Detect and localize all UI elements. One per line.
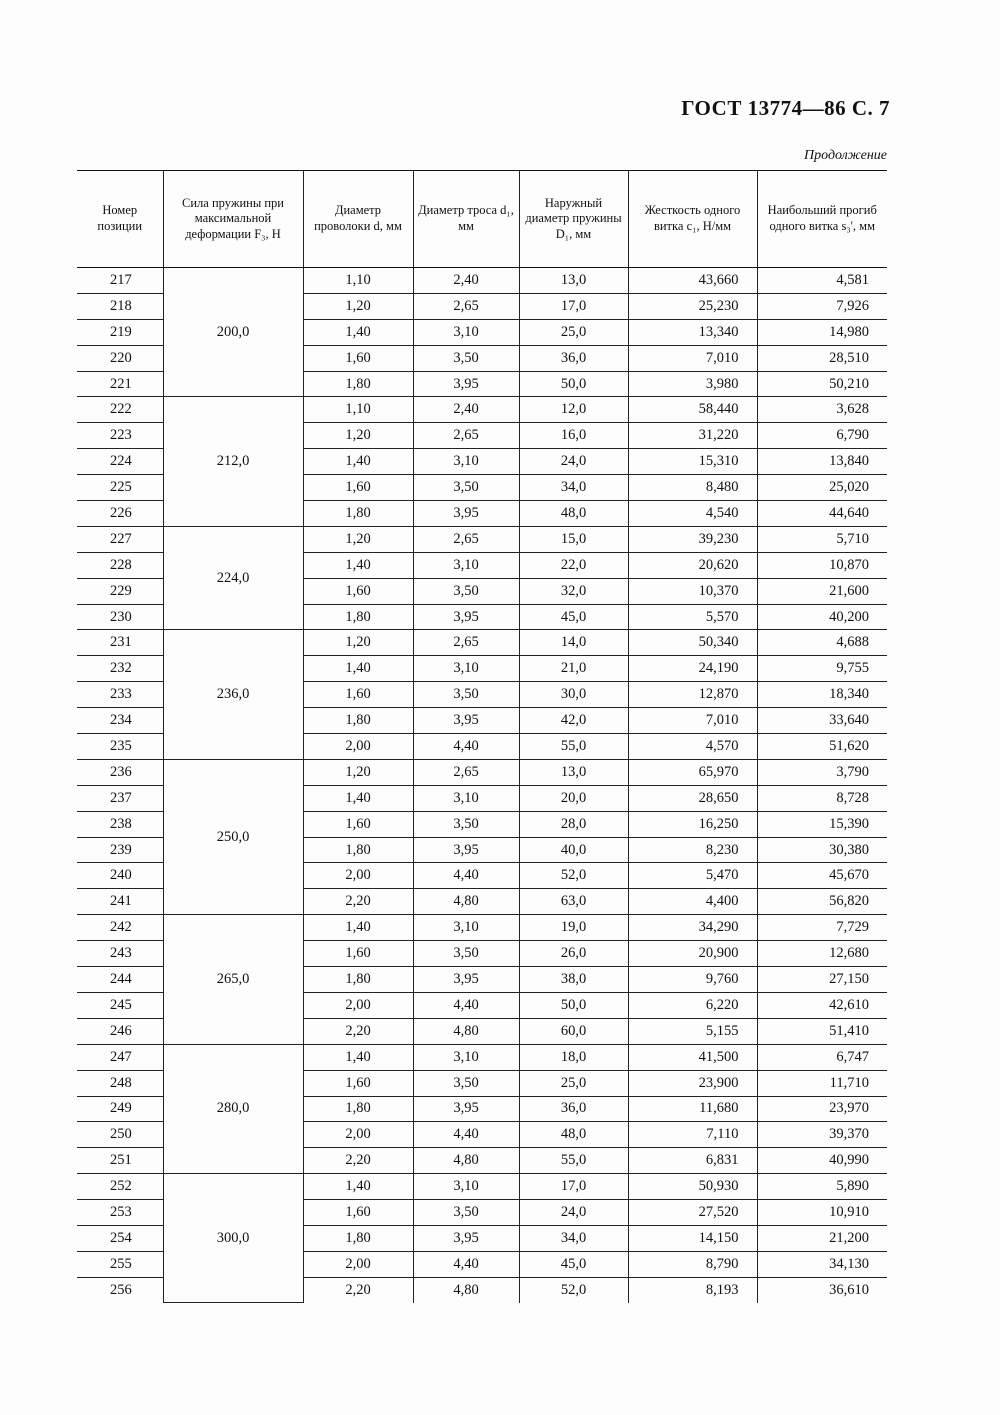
position-number-cell: 224 [77, 449, 163, 475]
coil-stiffness-cell: 28,650 [628, 785, 757, 811]
coil-stiffness-cell: 13,340 [628, 319, 757, 345]
outer-diameter-cell: 20,0 [519, 785, 628, 811]
coil-stiffness-cell: 8,193 [628, 1277, 757, 1302]
cable-diameter-cell: 3,50 [413, 682, 519, 708]
wire-diameter-cell: 2,20 [303, 1018, 413, 1044]
max-deflection-cell: 39,370 [757, 1122, 887, 1148]
cable-diameter-cell: 3,10 [413, 1044, 519, 1070]
cable-diameter-cell: 3,95 [413, 708, 519, 734]
coil-stiffness-cell: 10,370 [628, 578, 757, 604]
position-number-cell: 245 [77, 992, 163, 1018]
max-deflection-cell: 7,926 [757, 293, 887, 319]
cable-diameter-cell: 3,50 [413, 578, 519, 604]
coil-stiffness-cell: 58,440 [628, 397, 757, 423]
coil-stiffness-cell: 11,680 [628, 1096, 757, 1122]
position-number-cell: 226 [77, 501, 163, 527]
max-deflection-cell: 4,688 [757, 630, 887, 656]
coil-stiffness-cell: 16,250 [628, 811, 757, 837]
outer-diameter-cell: 24,0 [519, 1200, 628, 1226]
coil-stiffness-cell: 41,500 [628, 1044, 757, 1070]
wire-diameter-cell: 1,40 [303, 319, 413, 345]
wire-diameter-cell: 1,80 [303, 967, 413, 993]
max-deflection-cell: 40,990 [757, 1148, 887, 1174]
position-number-cell: 218 [77, 293, 163, 319]
cable-diameter-cell: 3,95 [413, 371, 519, 397]
outer-diameter-cell: 14,0 [519, 630, 628, 656]
position-number-cell: 249 [77, 1096, 163, 1122]
max-deflection-cell: 27,150 [757, 967, 887, 993]
column-header-coil-stiffness: Жесткость одного витка c₁, Н/мм [628, 171, 757, 268]
position-number-cell: 254 [77, 1225, 163, 1251]
coil-stiffness-cell: 5,155 [628, 1018, 757, 1044]
table-row [77, 759, 887, 785]
position-number-cell: 255 [77, 1251, 163, 1277]
coil-stiffness-cell: 15,310 [628, 449, 757, 475]
cable-diameter-cell: 3,95 [413, 604, 519, 630]
outer-diameter-cell: 45,0 [519, 1251, 628, 1277]
column-header-position-number: Номер позиции [77, 171, 163, 268]
position-number-cell: 221 [77, 371, 163, 397]
outer-diameter-cell: 25,0 [519, 1070, 628, 1096]
outer-diameter-cell: 12,0 [519, 397, 628, 423]
max-deflection-cell: 21,200 [757, 1225, 887, 1251]
outer-diameter-cell: 15,0 [519, 526, 628, 552]
outer-diameter-cell: 48,0 [519, 501, 628, 527]
wire-diameter-cell: 1,20 [303, 759, 413, 785]
coil-stiffness-cell: 8,480 [628, 475, 757, 501]
max-deflection-cell: 56,820 [757, 889, 887, 915]
position-number-cell: 250 [77, 1122, 163, 1148]
max-deflection-cell: 51,620 [757, 734, 887, 760]
wire-diameter-cell: 2,20 [303, 1148, 413, 1174]
wire-diameter-cell: 1,60 [303, 345, 413, 371]
position-number-cell: 239 [77, 837, 163, 863]
position-number-cell: 229 [77, 578, 163, 604]
table-row [77, 630, 887, 656]
coil-stiffness-cell: 7,010 [628, 708, 757, 734]
outer-diameter-cell: 36,0 [519, 1096, 628, 1122]
wire-diameter-cell: 1,80 [303, 604, 413, 630]
outer-diameter-cell: 17,0 [519, 293, 628, 319]
outer-diameter-cell: 60,0 [519, 1018, 628, 1044]
table-row [77, 268, 887, 294]
outer-diameter-cell: 55,0 [519, 734, 628, 760]
coil-stiffness-cell: 27,520 [628, 1200, 757, 1226]
coil-stiffness-cell: 7,110 [628, 1122, 757, 1148]
cable-diameter-cell: 3,50 [413, 1070, 519, 1096]
coil-stiffness-cell: 8,230 [628, 837, 757, 863]
max-deflection-cell: 28,510 [757, 345, 887, 371]
position-number-cell: 244 [77, 967, 163, 993]
wire-diameter-cell: 1,60 [303, 1070, 413, 1096]
position-number-cell: 243 [77, 941, 163, 967]
outer-diameter-cell: 50,0 [519, 371, 628, 397]
wire-diameter-cell: 1,80 [303, 1225, 413, 1251]
coil-stiffness-cell: 9,760 [628, 967, 757, 993]
coil-stiffness-cell: 7,010 [628, 345, 757, 371]
cable-diameter-cell: 4,40 [413, 863, 519, 889]
coil-stiffness-cell: 3,980 [628, 371, 757, 397]
wire-diameter-cell: 2,20 [303, 889, 413, 915]
coil-stiffness-cell: 39,230 [628, 526, 757, 552]
cable-diameter-cell: 3,10 [413, 656, 519, 682]
position-number-cell: 238 [77, 811, 163, 837]
wire-diameter-cell: 2,00 [303, 1122, 413, 1148]
cable-diameter-cell: 4,40 [413, 734, 519, 760]
max-deflection-cell: 14,980 [757, 319, 887, 345]
cable-diameter-cell: 3,50 [413, 475, 519, 501]
table-row [77, 1044, 887, 1070]
cable-diameter-cell: 2,65 [413, 630, 519, 656]
outer-diameter-cell: 55,0 [519, 1148, 628, 1174]
max-deflection-cell: 50,210 [757, 371, 887, 397]
coil-stiffness-cell: 34,290 [628, 915, 757, 941]
wire-diameter-cell: 1,40 [303, 785, 413, 811]
cable-diameter-cell: 2,40 [413, 397, 519, 423]
max-deflection-cell: 10,870 [757, 552, 887, 578]
coil-stiffness-cell: 8,790 [628, 1251, 757, 1277]
wire-diameter-cell: 1,20 [303, 630, 413, 656]
wire-diameter-cell: 1,40 [303, 656, 413, 682]
page-header: ГОСТ 13774—86 С. 7 [681, 96, 890, 120]
wire-diameter-cell: 1,20 [303, 423, 413, 449]
max-deflection-cell: 3,790 [757, 759, 887, 785]
max-deflection-cell: 40,200 [757, 604, 887, 630]
cable-diameter-cell: 2,40 [413, 268, 519, 294]
position-number-cell: 251 [77, 1148, 163, 1174]
cable-diameter-cell: 3,10 [413, 915, 519, 941]
table-row [77, 1174, 887, 1200]
spring-force-cell: 300,0 [163, 1174, 303, 1303]
outer-diameter-cell: 45,0 [519, 604, 628, 630]
coil-stiffness-cell: 4,570 [628, 734, 757, 760]
cable-diameter-cell: 3,10 [413, 1174, 519, 1200]
cable-diameter-cell: 3,10 [413, 552, 519, 578]
cable-diameter-cell: 4,40 [413, 1122, 519, 1148]
max-deflection-cell: 6,747 [757, 1044, 887, 1070]
table-header-row [77, 171, 887, 268]
max-deflection-cell: 8,728 [757, 785, 887, 811]
position-number-cell: 240 [77, 863, 163, 889]
max-deflection-cell: 15,390 [757, 811, 887, 837]
max-deflection-cell: 5,890 [757, 1174, 887, 1200]
position-number-cell: 232 [77, 656, 163, 682]
position-number-cell: 223 [77, 423, 163, 449]
outer-diameter-cell: 26,0 [519, 941, 628, 967]
wire-diameter-cell: 1,60 [303, 682, 413, 708]
position-number-cell: 241 [77, 889, 163, 915]
outer-diameter-cell: 21,0 [519, 656, 628, 682]
cable-diameter-cell: 4,40 [413, 1251, 519, 1277]
position-number-cell: 247 [77, 1044, 163, 1070]
column-header-max-deflection: Наибольший прогиб одного витка s₃', мм [757, 171, 887, 268]
wire-diameter-cell: 1,80 [303, 1096, 413, 1122]
cable-diameter-cell: 3,95 [413, 837, 519, 863]
position-number-cell: 237 [77, 785, 163, 811]
outer-diameter-cell: 36,0 [519, 345, 628, 371]
coil-stiffness-cell: 43,660 [628, 268, 757, 294]
cable-diameter-cell: 3,10 [413, 785, 519, 811]
max-deflection-cell: 30,380 [757, 837, 887, 863]
outer-diameter-cell: 34,0 [519, 1225, 628, 1251]
wire-diameter-cell: 1,80 [303, 501, 413, 527]
wire-diameter-cell: 1,40 [303, 915, 413, 941]
coil-stiffness-cell: 31,220 [628, 423, 757, 449]
continuation-label: Продолжение [804, 148, 887, 163]
position-number-cell: 256 [110, 1281, 132, 1298]
wire-diameter-cell: 2,00 [303, 1251, 413, 1277]
max-deflection-cell: 3,628 [757, 397, 887, 423]
max-deflection-cell: 11,710 [757, 1070, 887, 1096]
cable-diameter-cell: 4,80 [413, 889, 519, 915]
wire-diameter-cell: 1,80 [303, 371, 413, 397]
coil-stiffness-cell: 50,930 [628, 1174, 757, 1200]
table-row [77, 915, 887, 941]
table-body [77, 268, 887, 1303]
coil-stiffness-cell: 20,900 [628, 941, 757, 967]
position-number-cell: 225 [77, 475, 163, 501]
wire-diameter-cell: 1,40 [303, 449, 413, 475]
spring-force-cell: 250,0 [163, 759, 303, 914]
outer-diameter-cell: 18,0 [519, 1044, 628, 1070]
wire-diameter-cell: 1,80 [303, 837, 413, 863]
spring-force-cell: 224,0 [163, 526, 303, 630]
column-header-cable-diameter: Диаметр троса d₁, мм [413, 171, 519, 268]
outer-diameter-cell: 19,0 [519, 915, 628, 941]
coil-stiffness-cell: 4,540 [628, 501, 757, 527]
outer-diameter-cell: 25,0 [519, 319, 628, 345]
spring-force-cell: 280,0 [163, 1044, 303, 1173]
outer-diameter-cell: 17,0 [519, 1174, 628, 1200]
max-deflection-cell: 12,680 [757, 941, 887, 967]
max-deflection-cell: 6,790 [757, 423, 887, 449]
max-deflection-cell: 21,600 [757, 578, 887, 604]
cable-diameter-cell: 3,95 [413, 967, 519, 993]
column-header-outer-diameter: Наружный диаметр пружины D₁, мм [519, 171, 628, 268]
max-deflection-cell: 13,840 [757, 449, 887, 475]
outer-diameter-cell: 13,0 [519, 268, 628, 294]
table-row [77, 526, 887, 552]
wire-diameter-cell: 1,60 [303, 475, 413, 501]
outer-diameter-cell: 38,0 [519, 967, 628, 993]
position-number-cell: 231 [77, 630, 163, 656]
outer-diameter-cell: 40,0 [519, 837, 628, 863]
outer-diameter-cell: 34,0 [519, 475, 628, 501]
max-deflection-cell: 10,910 [757, 1200, 887, 1226]
max-deflection-cell: 51,410 [757, 1018, 887, 1044]
wire-diameter-cell: 1,40 [303, 1044, 413, 1070]
outer-diameter-cell: 22,0 [519, 552, 628, 578]
wire-diameter-cell: 1,60 [303, 811, 413, 837]
outer-diameter-cell: 24,0 [519, 449, 628, 475]
coil-stiffness-cell: 50,340 [628, 630, 757, 656]
max-deflection-cell: 23,970 [757, 1096, 887, 1122]
max-deflection-cell: 36,610 [757, 1277, 887, 1302]
spring-spec-table [77, 170, 887, 1303]
wire-diameter-cell: 1,80 [303, 708, 413, 734]
coil-stiffness-cell: 12,870 [628, 682, 757, 708]
cable-diameter-cell: 3,95 [413, 1096, 519, 1122]
outer-diameter-cell: 13,0 [519, 759, 628, 785]
cable-diameter-cell: 2,65 [413, 293, 519, 319]
position-number-cell: 217 [77, 268, 163, 294]
wire-diameter-cell: 1,10 [303, 397, 413, 423]
position-number-cell: 219 [77, 319, 163, 345]
wire-diameter-cell: 2,00 [303, 992, 413, 1018]
spring-force-cell: 212,0 [163, 397, 303, 526]
cable-diameter-cell: 3,50 [413, 345, 519, 371]
column-header-wire-diameter: Диаметр проволоки d, мм [303, 171, 413, 268]
max-deflection-cell: 42,610 [757, 992, 887, 1018]
position-number-cell: 228 [77, 552, 163, 578]
spring-force-cell: 265,0 [163, 915, 303, 1044]
coil-stiffness-cell: 6,220 [628, 992, 757, 1018]
outer-diameter-cell: 52,0 [519, 863, 628, 889]
coil-stiffness-cell: 23,900 [628, 1070, 757, 1096]
cable-diameter-cell: 3,50 [413, 1200, 519, 1226]
wire-diameter-cell: 1,40 [303, 552, 413, 578]
position-number-cell: 222 [77, 397, 163, 423]
outer-diameter-cell: 32,0 [519, 578, 628, 604]
max-deflection-cell: 5,710 [757, 526, 887, 552]
outer-diameter-cell: 16,0 [519, 423, 628, 449]
wire-diameter-cell: 1,40 [303, 1174, 413, 1200]
position-number-cell: 248 [77, 1070, 163, 1096]
position-number-cell: 235 [77, 734, 163, 760]
coil-stiffness-cell: 5,470 [628, 863, 757, 889]
wire-diameter-cell: 1,10 [303, 268, 413, 294]
cable-diameter-cell: 4,40 [413, 992, 519, 1018]
outer-diameter-cell: 28,0 [519, 811, 628, 837]
max-deflection-cell: 44,640 [757, 501, 887, 527]
wire-diameter-cell: 2,00 [303, 863, 413, 889]
position-number-cell: 246 [77, 1018, 163, 1044]
outer-diameter-cell: 63,0 [519, 889, 628, 915]
outer-diameter-cell: 48,0 [519, 1122, 628, 1148]
position-number-cell: 234 [77, 708, 163, 734]
wire-diameter-cell: 1,60 [303, 941, 413, 967]
coil-stiffness-cell: 14,150 [628, 1225, 757, 1251]
wire-diameter-cell: 1,60 [303, 1200, 413, 1226]
max-deflection-cell: 45,670 [757, 863, 887, 889]
coil-stiffness-cell: 20,620 [628, 552, 757, 578]
outer-diameter-cell: 30,0 [519, 682, 628, 708]
wire-diameter-cell: 1,60 [303, 578, 413, 604]
cable-diameter-cell: 3,10 [413, 319, 519, 345]
wire-diameter-cell: 1,20 [303, 293, 413, 319]
cable-diameter-cell: 3,95 [413, 1225, 519, 1251]
cable-diameter-cell: 4,80 [413, 1277, 519, 1302]
position-number-cell: 227 [77, 526, 163, 552]
coil-stiffness-cell: 4,400 [628, 889, 757, 915]
coil-stiffness-cell: 65,970 [628, 759, 757, 785]
column-header-spring-force: Сила пружины при максимальной деформации F₃, Н [163, 171, 303, 268]
wire-diameter-cell: 2,20 [303, 1277, 413, 1302]
max-deflection-cell: 9,755 [757, 656, 887, 682]
outer-diameter-cell: 42,0 [519, 708, 628, 734]
max-deflection-cell: 18,340 [757, 682, 887, 708]
max-deflection-cell: 34,130 [757, 1251, 887, 1277]
wire-diameter-cell: 1,20 [303, 526, 413, 552]
position-number-cell: 230 [77, 604, 163, 630]
cable-diameter-cell: 3,50 [413, 811, 519, 837]
outer-diameter-cell: 52,0 [519, 1277, 628, 1302]
coil-stiffness-cell: 24,190 [628, 656, 757, 682]
max-deflection-cell: 25,020 [757, 475, 887, 501]
cable-diameter-cell: 4,80 [413, 1148, 519, 1174]
position-number-cell: 253 [77, 1200, 163, 1226]
cable-diameter-cell: 2,65 [413, 759, 519, 785]
coil-stiffness-cell: 6,831 [628, 1148, 757, 1174]
position-number-cell: 236 [77, 759, 163, 785]
cable-diameter-cell: 4,80 [413, 1018, 519, 1044]
cable-diameter-cell: 3,50 [413, 941, 519, 967]
spring-force-cell: 236,0 [163, 630, 303, 759]
wire-diameter-cell: 2,00 [303, 734, 413, 760]
cable-diameter-cell: 2,65 [413, 526, 519, 552]
cable-diameter-cell: 3,95 [413, 501, 519, 527]
max-deflection-cell: 33,640 [757, 708, 887, 734]
max-deflection-cell: 7,729 [757, 915, 887, 941]
coil-stiffness-cell: 25,230 [628, 293, 757, 319]
position-number-cell: 233 [77, 682, 163, 708]
position-number-cell: 220 [77, 345, 163, 371]
cable-diameter-cell: 3,10 [413, 449, 519, 475]
table-row [77, 397, 887, 423]
max-deflection-cell: 4,581 [757, 268, 887, 294]
position-number-cell: 242 [77, 915, 163, 941]
outer-diameter-cell: 50,0 [519, 992, 628, 1018]
cable-diameter-cell: 2,65 [413, 423, 519, 449]
position-number-cell: 252 [77, 1174, 163, 1200]
spring-force-cell: 200,0 [163, 268, 303, 397]
coil-stiffness-cell: 5,570 [628, 604, 757, 630]
